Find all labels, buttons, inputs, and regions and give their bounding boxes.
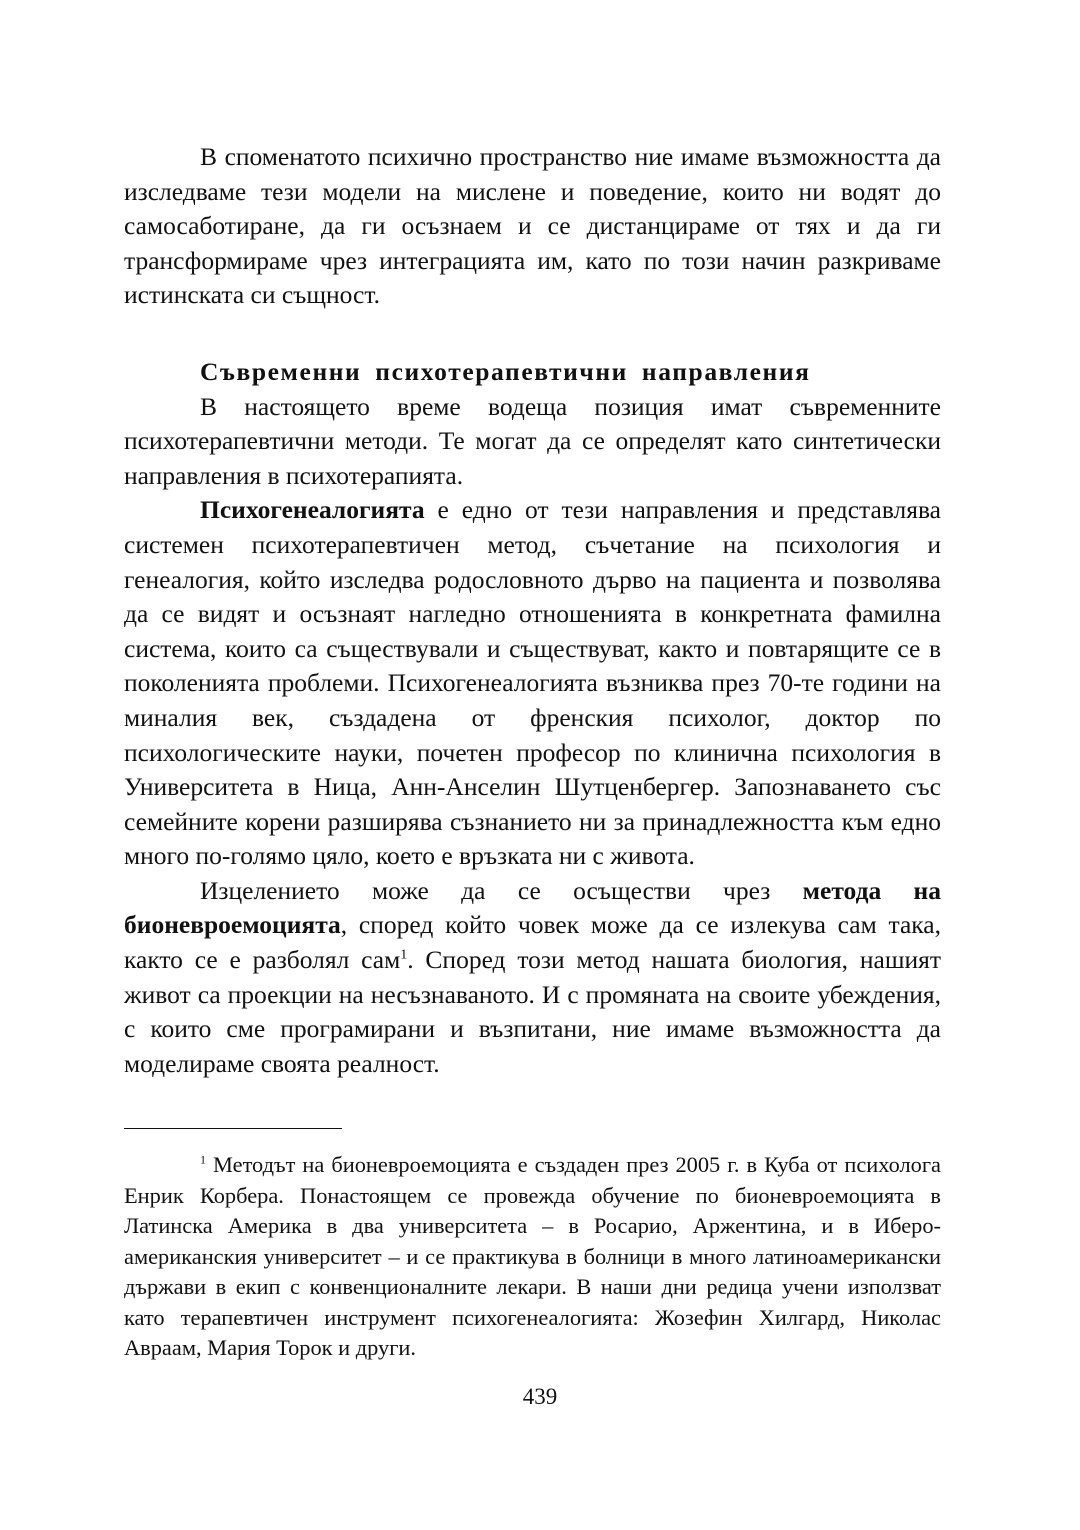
bioneuroemotion-text-middle: , според който човек може да се излекува сам така, както се е разболял сам [124, 910, 941, 975]
page-number: 439 [522, 1384, 558, 1409]
psychogenealogy-text: е едно от тези направления и представлява системен психотерапевтичен метод, съчетание на психология и генеалогия, който изследва родословното дърво на пациента и позволява да се видят и осъзнаят нагледно отношенията в конкретната фамилна система, които са съществували и съществуват, както и повтарящите се в поколенията проблеми. Психогенеалогията възниква през 70-те години на миналия век, създадена от френския психолог, доктор по психологическите науки, почетен професор по клинична психология в Университета в Ница, Анн-Анселин Шутценбергер. Запознаването със семейните корени разширява съзнанието ни за принадлежността към едно много по-голямо цяло, което е връзката ни с живота. [124, 495, 941, 871]
section-heading: Съвременни психотерапевтични направления [200, 356, 811, 386]
footnote-text: Методът на бионевроемоцията е създаден през 2005 г. в Куба от психолога Енрик Корбера. Понастоящем се провежда обучение по бионевроемоцията в Латинска Америка в два университета – в Росарио, Аржентина, и в Иберо-американския университет – и се практикува в болници в много латиноамерикански държави в екип с конвенционалните лекари. В наши дни редица учени използват като терапевтичен инструмент психогенеалогията: Жозефин Хилгард, Николас Авраам, Мария Торок и други. [124, 1152, 941, 1360]
main-text [124, 140, 941, 1081]
paragraph-psychogenealogy [124, 493, 941, 874]
page-body [124, 140, 941, 1081]
bioneuroemotion-text-before: Изцелението може да се осъществи чрез [200, 875, 803, 905]
term-psychogenealogy: Психогенеалогията [200, 495, 425, 525]
paragraph-bioneuroemotion [124, 874, 941, 1082]
footnote-marker: 1 [200, 1152, 206, 1167]
footnote-separator [124, 1128, 342, 1129]
bioneuroemotion-text-after: . Според този метод нашата биология, нашият живот са проекции на несъзнаваното. И с промяната на своите убеждения, с които сме програмирани и възпитани, ние имаме възможността да моделираме своята реалност. [124, 945, 941, 1078]
footnote [124, 1150, 941, 1364]
footnote-reference: 1 [400, 947, 408, 963]
term-bioneuroemotion: метода на бионевроемоцията [124, 875, 941, 940]
paragraph-intro: В споменатото психично пространство ние имаме възможността да изследваме тези модели на мислене и поведение, които ни водят до самосаботиране, да ги осъзнаем и се дистанцираме от тях и да ги трансформираме чрез интеграцията им, като по този начин разкриваме истинската си същност. [124, 142, 941, 310]
footnote-paragraph [124, 1150, 941, 1364]
paragraph-modern-methods: В настоящето време водеща позиция имат съвременните психотерапевтични методи. Те могат да се определят като синтетически направления в психотерапията. [124, 391, 941, 490]
